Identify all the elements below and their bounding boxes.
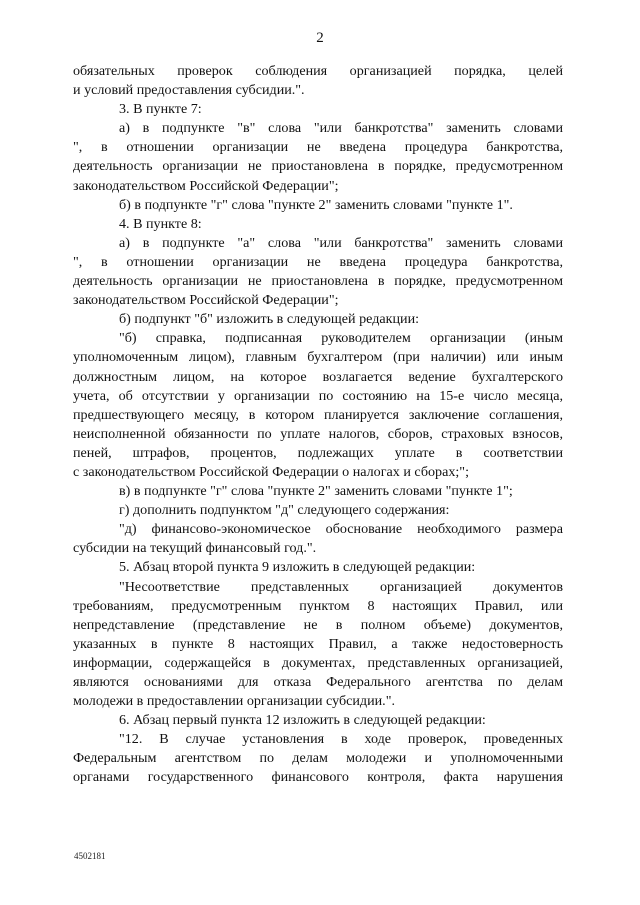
text-line: 6. Абзац первый пункта 12 изложить в следующей редакции:	[119, 712, 486, 729]
text-line: 5. Абзац второй пункта 9 изложить в следующей редакции:	[119, 559, 476, 576]
text-line: "12. В случае установления в ходе проверок, проведенных	[119, 731, 563, 748]
text-line: деятельность организации не приостановлена в порядке, предусмотренном	[73, 273, 563, 290]
text-line: субсидии на текущий финансовый год.".	[73, 540, 317, 557]
text-line: 4. В пункте 8:	[119, 215, 202, 232]
text-line: а) в подпункте "в" слова "или банкротства" заменить словами	[119, 120, 563, 137]
text-line: являются основаниями для отказа Федерального агентства по делам	[73, 674, 563, 690]
text-line: деятельность организации не приостановлена в порядке, предусмотренном	[73, 158, 563, 175]
text-line: непредставление (представление не в полном объеме) документов,	[73, 616, 563, 633]
text-line: ", в отношении организации не введена процедура банкротства,	[73, 139, 563, 156]
text-line: Федеральным агентством по делам молодежи и уполномоченными	[73, 750, 563, 767]
text-line: законодательством Российской Федерации";	[73, 177, 339, 194]
text-line: органами государственного финансового контроля, факта нарушения	[73, 769, 563, 786]
text-line: информации, содержащейся в документах, представленных организацией,	[73, 654, 563, 671]
text-line: а) в подпункте "а" слова "или банкротства" заменить словами	[119, 234, 563, 251]
text-line: "д) финансово-экономическое обоснование необходимого размера	[119, 521, 563, 538]
text-line: с законодательством Российской Федерации о налогах и сборах;";	[73, 463, 469, 480]
text-line: б) в подпункте "г" слова "пункте 2" заменить словами "пункте 1".	[119, 196, 513, 213]
text-line: б) подпункт "б" изложить в следующей редакции:	[119, 311, 420, 328]
text-line: пеней, штрафов, процентов, подлежащих уплате в соответствии	[73, 444, 563, 461]
text-line: в) в подпункте "г" слова "пункте 2" заменить словами "пункте 1";	[119, 483, 513, 500]
text-line: г) дополнить подпунктом "д" следующего содержания:	[119, 502, 450, 519]
document-body	[73, 62, 563, 788]
text-line: "Несоответствие представленных организацией документов	[119, 578, 563, 595]
text-line: неисполненной обязанности по уплате налогов, сборов, страховых взносов,	[73, 425, 563, 442]
text-line: обязательных проверок соблюдения организацией порядка, целей	[73, 63, 563, 79]
text-line: 3. В пункте 7:	[119, 101, 202, 118]
text-line: ", в отношении организации не введена процедура банкротства,	[73, 253, 563, 270]
text-line: "б) справка, подписанная руководителем организации (иным	[119, 330, 563, 347]
text-line: уполномоченным лицом), главным бухгалтером (при наличии) или иным	[73, 349, 563, 366]
text-line: указанных в пункте 8 настоящих Правил, а также недостоверность	[73, 635, 563, 652]
text-line: молодежи в предоставлении организации субсидии.".	[73, 693, 395, 710]
document-id: 4502181	[74, 851, 106, 861]
text-line: предшествующего месяцу, в котором планируется заключение соглашения,	[73, 406, 563, 423]
text-line: и условий предоставления субсидии.".	[73, 82, 305, 99]
text-line: учета, об отсутствии у организации по состоянию на 15-е число месяца,	[73, 387, 563, 404]
page-number: 2	[316, 30, 324, 46]
text-line: законодательством Российской Федерации";	[73, 292, 339, 309]
text-line: должностным лицом, на которое возлагается ведение бухгалтерского	[73, 368, 563, 385]
text-line: требованиям, предусмотренным пунктом 8 настоящих Правил, или	[73, 597, 563, 614]
